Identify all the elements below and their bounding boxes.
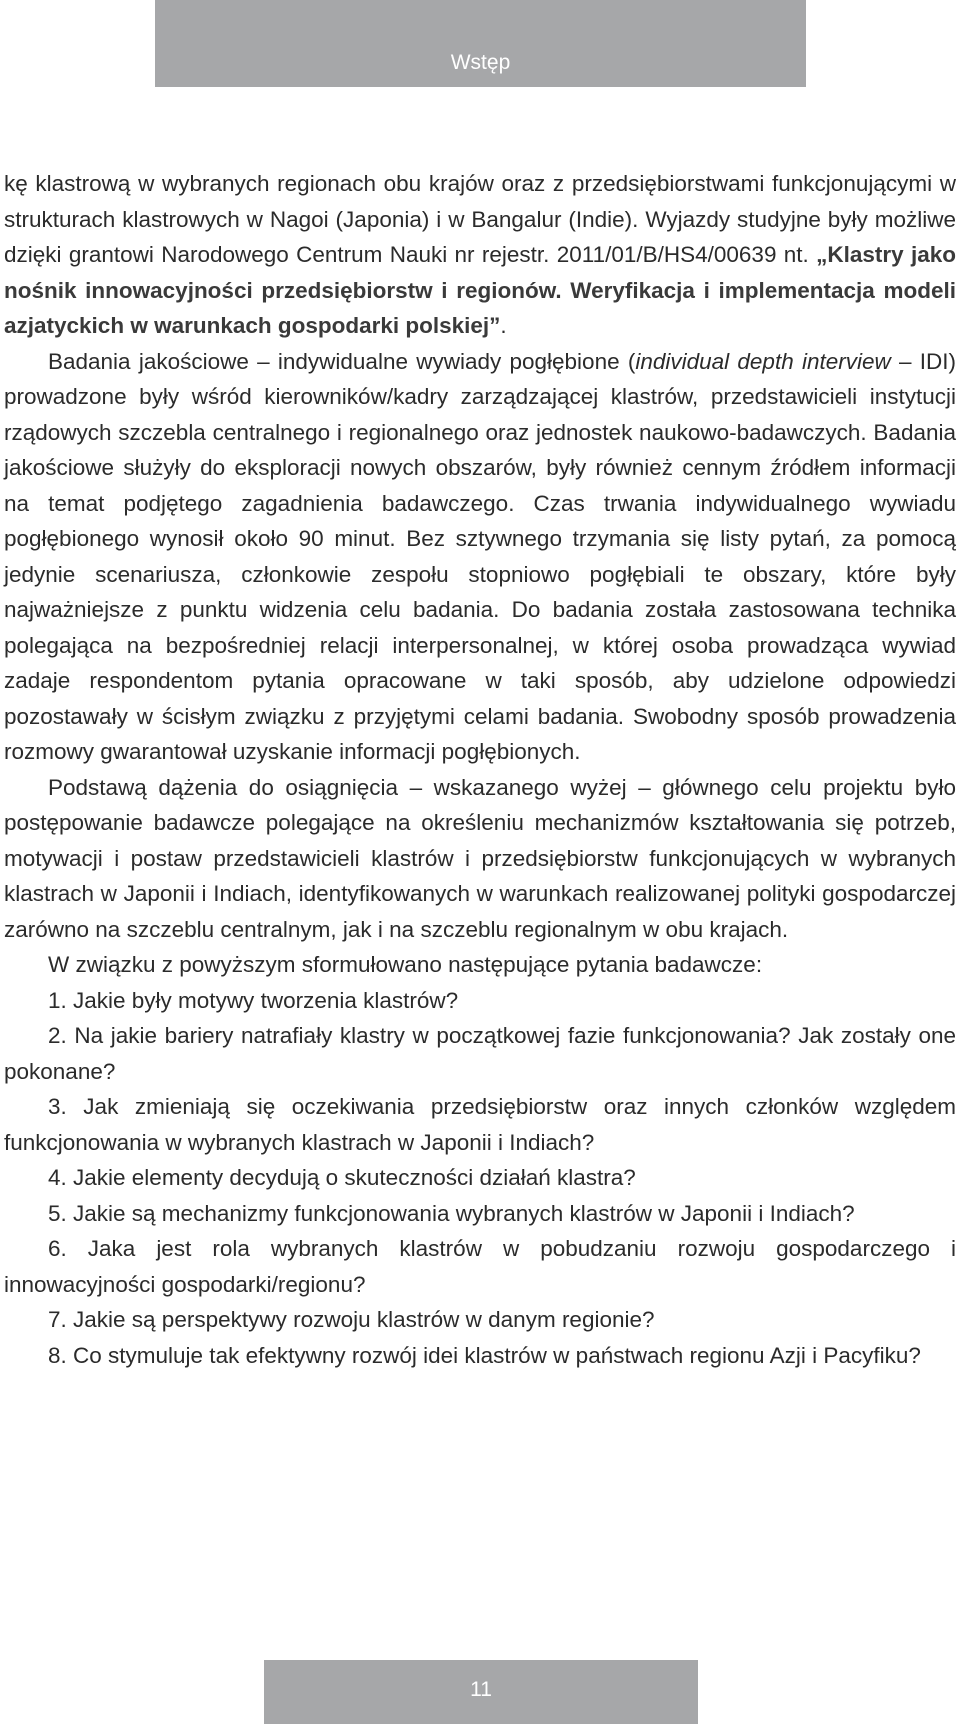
grant-title: „Klastry jako nośnik innowacyjności przedsiębiorstw i regionów. Weryfikacja i implementacja modeli azjatyckich w warunkach gospodarki polskiej” [4,242,956,338]
paragraph: Podstawą dążenia do osiągnięcia – wskazanego wyżej – głównego celu projektu było postępowanie badawcze polegające na określeniu mechanizmów kształtowania się potrzeb, motywacji i postaw przedstawicieli klastrów i przedsiębiorstw funkcjonujących w wybranych klastrach w Japonii i Indiach, identyfikowanych w warunkach realizowanej polityki gospodarczej zarówno na szczeblu centralnym, jak i na szczeblu regionalnym w obu krajach. [4,774,956,942]
question-item: 5. Jakie są mechanizmy funkcjonowania wybranych klastrów w Japonii i Indiach? [48,1200,855,1226]
question-item: 6. Jaka jest rola wybranych klastrów w pobudzaniu rozwoju gospodarczego i innowacyjności gospodarki/regionu? [4,1236,956,1297]
question-item: 7. Jakie są perspektywy rozwoju klastrów w danym regionie? [48,1307,655,1332]
question-item: 4. Jakie elementy decydują o skuteczności działań klastra? [48,1165,636,1190]
question-item: 1. Jakie były motywy tworzenia klastrów? [48,987,459,1013]
question-item: 8. Co stymuluje tak efektywny rozwój idei klastrów w państwach regionu Azji i Pacyfiku? [48,1342,921,1368]
body-text [4,166,956,1373]
section-title: Wstęp [450,51,511,74]
paragraph: Badania jakościowe – indywidualne wywiady pogłębione (individual depth interview – IDI) prowadzone były wśród kierowników/kadry zarządzającej klastrów, przedstawicieli instytucji rządowych szczebla centralnego i regionalnego oraz jednostek naukowo-badawczych. Badania jakościowe służyły do eksploracji nowych obszarów, były również cennym źródłem informacji na temat podjętego zagadnienia badawczego. Czas trwania indywidualnego wywiadu pogłębionego wynosił około 90 minut. Bez sztywnego trzymania się listy pytań, za pomocą jedynie scenariusza, członkowie zespołu stopniowo pogłębiali te obszary, które były najważniejsze z punktu widzenia celu badania. Do badania została zastosowana technika polegająca na bezpośredniej relacji interpersonalnej, w której osoba prowadząca wywiad zadaje respondentom pytania opracowane w taki sposób, aby udzielone odpowiedzi pozostawały w ścisłym związku z przyjętymi celami badania. Swobodny sposób prowadzenia rozmowy gwarantował uzyskanie informacji pogłębionych. [4,348,957,764]
page-number: 11 [470,1678,492,1701]
paragraph: W związku z powyższym sformułowano następujące pytania badawcze: [48,952,763,977]
running-header [155,0,806,87]
italic-term: individual depth interview [635,348,891,374]
question-item: 2. Na jakie bariery natrafiały klastry w początkowej fazie funkcjonowania? Jak zostały one pokonane? [4,1023,956,1084]
question-item: 3. Jak zmieniają się oczekiwania przedsiębiorstw oraz innych członków względem funkcjonowania w wybranych klastrach w Japonii i Indiach? [4,1094,956,1155]
page-footer [264,1660,698,1724]
paragraph: kę klastrową w wybranych regionach obu krajów oraz z przedsiębiorstwami funkcjonującymi w strukturach klastrowych w Nagoi (Japonia) i w Bangalur (Indie). Wyjazdy studyjne były możliwe dzięki grantowi Narodowego Centrum Nauki nr rejestr. 2011/01/B/HS4/00639 nt. „Klastry jako nośnik innowacyjności przedsiębiorstw i regionów. Weryfikacja i implementacja modeli azjatyckich w warunkach gospodarki polskiej”. [4,171,956,338]
